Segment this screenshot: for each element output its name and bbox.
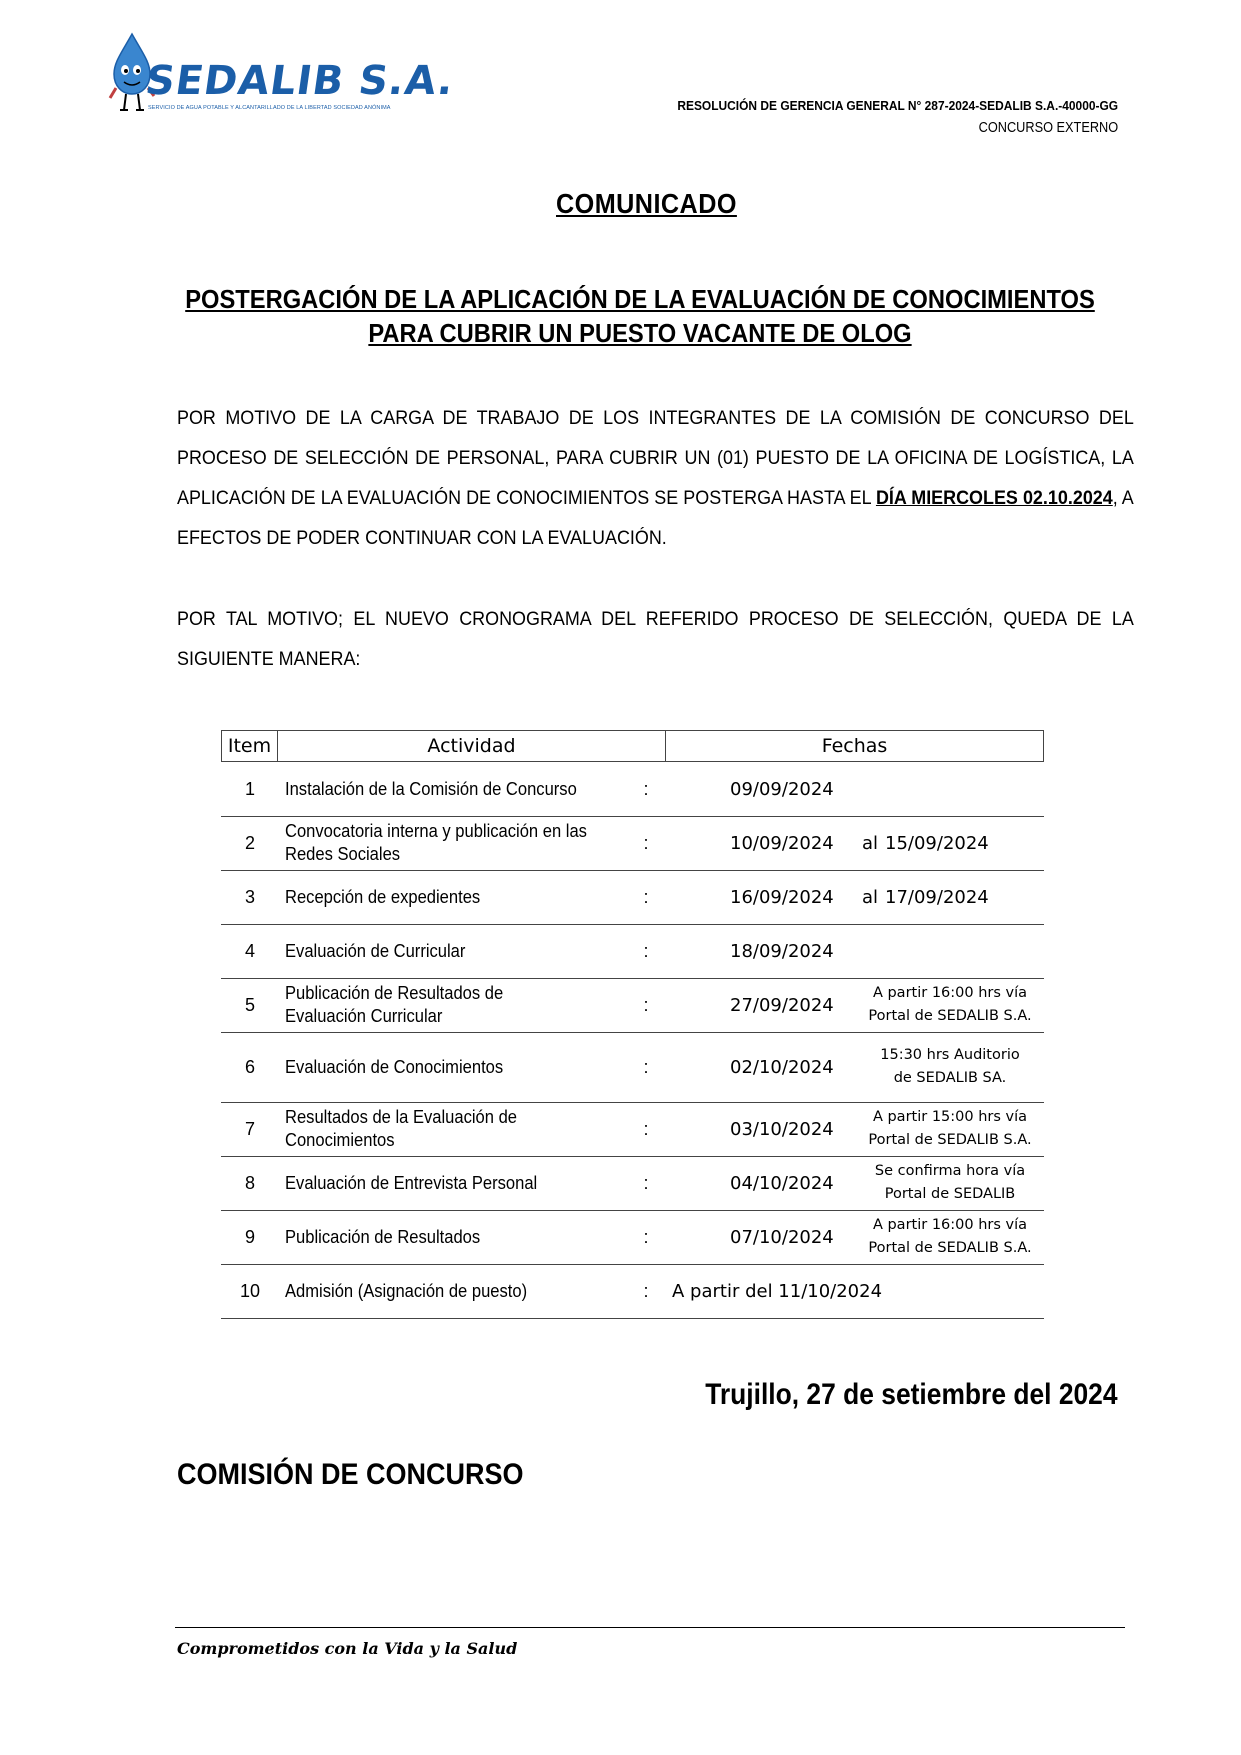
table-row	[221, 816, 1044, 871]
row-item: 1	[244, 778, 255, 799]
row-item: 8	[244, 1172, 255, 1193]
row-activity: Publicación de Resultados	[285, 1226, 481, 1247]
logo-wordmark: SEDALIB S.A.	[142, 58, 458, 104]
announcement-paragraph	[177, 398, 1134, 558]
footer-motto: Comprometidos con la Vida y la Salud	[177, 1639, 518, 1658]
schedule-table	[221, 730, 1044, 1320]
row-colon: :	[643, 832, 649, 853]
row-item: 3	[244, 886, 255, 907]
row-activity: Admisión (Asignación de puesto)	[285, 1280, 528, 1301]
resolution-reference: RESOLUCIÓN DE GERENCIA GENERAL N° 287-2024-SEDALIB S.A.-40000-GG	[677, 98, 1118, 113]
table-row	[221, 1210, 1044, 1265]
table-row	[221, 1102, 1044, 1157]
row-colon: :	[643, 1172, 649, 1193]
footer-divider	[175, 1627, 1125, 1628]
row-item: 9	[244, 1226, 255, 1247]
row-activity: Instalación de la Comisión de Concurso	[285, 778, 577, 799]
row-activity: Evaluación de Entrevista Personal	[285, 1172, 538, 1193]
table-row	[221, 924, 1044, 979]
place-and-date: Trujillo, 27 de setiembre del 2024	[705, 1378, 1118, 1411]
row-note: A partir 16:00 hrs vía Portal de SEDALIB S.A.	[868, 1217, 1032, 1256]
row-note: A partir 15:00 hrs vía Portal de SEDALIB S.A.	[868, 1109, 1032, 1148]
row-colon: :	[643, 1056, 649, 1077]
signatory: COMISIÓN DE CONCURSO	[177, 1458, 524, 1491]
row-colon: :	[643, 994, 649, 1015]
row-date: 04/10/2024	[730, 1172, 834, 1194]
header-dates: Fechas	[665, 730, 1044, 762]
row-item: 2	[244, 832, 255, 853]
row-activity: Evaluación de Conocimientos	[285, 1056, 504, 1077]
row-date-end: 15/09/2024	[885, 832, 989, 854]
row-activity: Recepción de expedientes	[285, 886, 481, 907]
row-colon: :	[643, 1118, 649, 1139]
row-note: Se confirma hora vía Portal de SEDALIB	[874, 1163, 1026, 1202]
table-row	[221, 762, 1044, 817]
paragraph-text: POR MOTIVO DE LA CARGA DE TRABAJO DE LOS INTEGRANTES DE LA COMISIÓN DE CONCURSO DEL PROCESO DE SELECCIÓN DE PERSONAL, PARA CUBRIR UN (01) PUESTO DE LA OFICINA DE LOGÍSTICA, LA APLICACIÓN DE LA EVALUACIÓN DE CONOCIMIENTOS SE POSTERGA HASTA EL	[177, 407, 1134, 509]
row-date-separator: al	[861, 832, 879, 854]
row-colon: :	[643, 1280, 649, 1301]
row-date: 18/09/2024	[730, 940, 834, 962]
row-item: 10	[239, 1280, 261, 1301]
postponed-date-highlight: DÍA MIERCOLES 02.10.2024	[875, 487, 1113, 509]
row-date-start: 16/09/2024	[730, 886, 834, 908]
table-row	[221, 1032, 1044, 1103]
row-activity: Convocatoria interna y publicación en las Redes Sociales	[285, 821, 587, 864]
header-item: Item	[221, 730, 278, 762]
table-row	[221, 1156, 1044, 1211]
row-activity: Evaluación de Curricular	[285, 940, 466, 961]
row-activity: Publicación de Resultados de Evaluación Curricular	[285, 983, 504, 1026]
row-date-end: 17/09/2024	[885, 886, 989, 908]
row-date: 09/09/2024	[730, 778, 834, 800]
document-title: COMUNICADO	[556, 188, 737, 219]
row-note: 15:30 hrs Auditorio de SEDALIB SA.	[880, 1047, 1020, 1086]
row-note: A partir 16:00 hrs vía Portal de SEDALIB S.A.	[868, 985, 1032, 1024]
row-date: 02/10/2024	[730, 1056, 834, 1078]
row-item: 7	[244, 1118, 255, 1139]
table-row	[221, 1264, 1044, 1319]
table-row	[221, 870, 1044, 925]
subtitle-line-1: POSTERGACIÓN DE LA APLICACIÓN DE LA EVALUACIÓN DE CONOCIMIENTOS	[185, 286, 1095, 314]
row-date-start: 10/09/2024	[730, 832, 834, 854]
row-colon: :	[643, 940, 649, 961]
row-date: A partir del 11/10/2024	[672, 1280, 883, 1302]
row-item: 4	[244, 940, 255, 961]
schedule-intro-paragraph: POR TAL MOTIVO; EL NUEVO CRONOGRAMA DEL REFERIDO PROCESO DE SELECCIÓN, QUEDA DE LA SIGUIENTE MANERA:	[177, 608, 1134, 670]
row-date: 03/10/2024	[730, 1118, 834, 1140]
subtitle-line-2: PARA CUBRIR UN PUESTO VACANTE DE OLOG	[368, 320, 912, 348]
header-activity: Actividad	[277, 730, 666, 762]
paragraph-tail: , A EFECTOS DE PODER CONTINUAR CON LA EVALUACIÓN.	[177, 487, 1134, 549]
row-colon: :	[643, 1226, 649, 1247]
row-activity: Resultados de la Evaluación de Conocimientos	[285, 1107, 517, 1150]
row-item: 6	[244, 1056, 255, 1077]
contest-type-label: CONCURSO EXTERNO	[978, 119, 1118, 136]
row-colon: :	[643, 886, 649, 907]
row-date: 07/10/2024	[730, 1226, 834, 1248]
row-item: 5	[244, 994, 255, 1015]
company-logo	[108, 32, 458, 114]
row-date-separator: al	[861, 886, 879, 908]
row-colon: :	[643, 778, 649, 799]
table-row	[221, 978, 1044, 1033]
row-date: 27/09/2024	[730, 994, 834, 1016]
logo-tagline: SERVICIO DE AGUA POTABLE Y ALCANTARILLADO DE LA LIBERTAD SOCIEDAD ANÓNIMA	[148, 105, 391, 111]
document-subtitle	[175, 283, 1105, 351]
